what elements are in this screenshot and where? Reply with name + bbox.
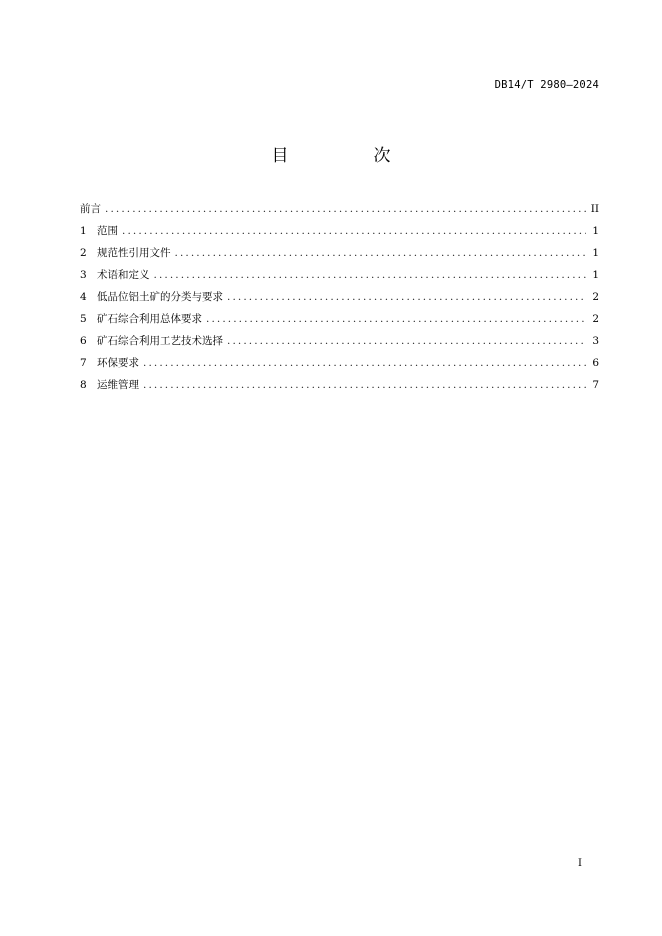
- toc-dot-leader: [122, 223, 586, 239]
- toc-entry-number: 5: [80, 313, 87, 325]
- toc-entry-label: 规范性引用文件: [97, 247, 171, 259]
- toc-dot-leader: [105, 201, 586, 217]
- table-of-contents: [80, 201, 599, 399]
- toc-dot-leader: [175, 245, 587, 261]
- toc-entry-page: 7: [592, 379, 599, 391]
- toc-entry-page: 2: [592, 291, 599, 303]
- toc-entry-page: 1: [592, 247, 599, 259]
- toc-entry-page: II: [590, 203, 599, 215]
- toc-entry-page: 2: [592, 313, 599, 325]
- toc-entry-number: 1: [80, 225, 87, 237]
- toc-entry-process-selection[interactable]: [80, 333, 599, 355]
- toc-dot-leader: [143, 377, 586, 393]
- toc-entry-classification[interactable]: [80, 289, 599, 311]
- toc-entry-label: 范围: [97, 225, 118, 237]
- toc-dot-leader: [227, 333, 586, 349]
- toc-entry-label: 矿石综合利用工艺技术选择: [97, 335, 223, 347]
- toc-entry-environmental[interactable]: [80, 355, 599, 377]
- toc-dot-leader: [227, 289, 586, 305]
- toc-entry-general-requirements[interactable]: [80, 311, 599, 333]
- toc-entry-number: 7: [80, 357, 87, 369]
- toc-entry-label: 术语和定义: [97, 269, 150, 281]
- toc-dot-leader: [206, 311, 586, 327]
- toc-entry-foreword[interactable]: [80, 201, 599, 223]
- document-code: DB14/T 2980—2024: [494, 79, 599, 91]
- toc-entry-normative-references[interactable]: [80, 245, 599, 267]
- toc-entry-label: 环保要求: [97, 357, 139, 369]
- toc-entry-number: 4: [80, 291, 87, 303]
- toc-entry-label: 矿石综合利用总体要求: [97, 313, 202, 325]
- toc-entry-number: 8: [80, 379, 87, 391]
- toc-entry-scope[interactable]: [80, 223, 599, 245]
- toc-entry-label: 运维管理: [97, 379, 139, 391]
- toc-entry-page: 1: [592, 269, 599, 281]
- toc-entry-operation-maintenance[interactable]: [80, 377, 599, 399]
- toc-entry-page: 3: [592, 335, 599, 347]
- toc-entry-number: 2: [80, 247, 87, 259]
- toc-entry-number: 6: [80, 335, 87, 347]
- page-number: I: [578, 858, 582, 869]
- toc-entry-number: 3: [80, 269, 87, 281]
- toc-entry-label: 低品位铝土矿的分类与要求: [97, 291, 223, 303]
- toc-dot-leader: [154, 267, 587, 283]
- toc-entry-label: 前言: [80, 203, 101, 215]
- toc-entry-page: 6: [592, 357, 599, 369]
- page-title: 目 次: [271, 146, 425, 166]
- toc-dot-leader: [143, 355, 586, 371]
- toc-entry-page: 1: [592, 225, 599, 237]
- toc-entry-terms-definitions[interactable]: [80, 267, 599, 289]
